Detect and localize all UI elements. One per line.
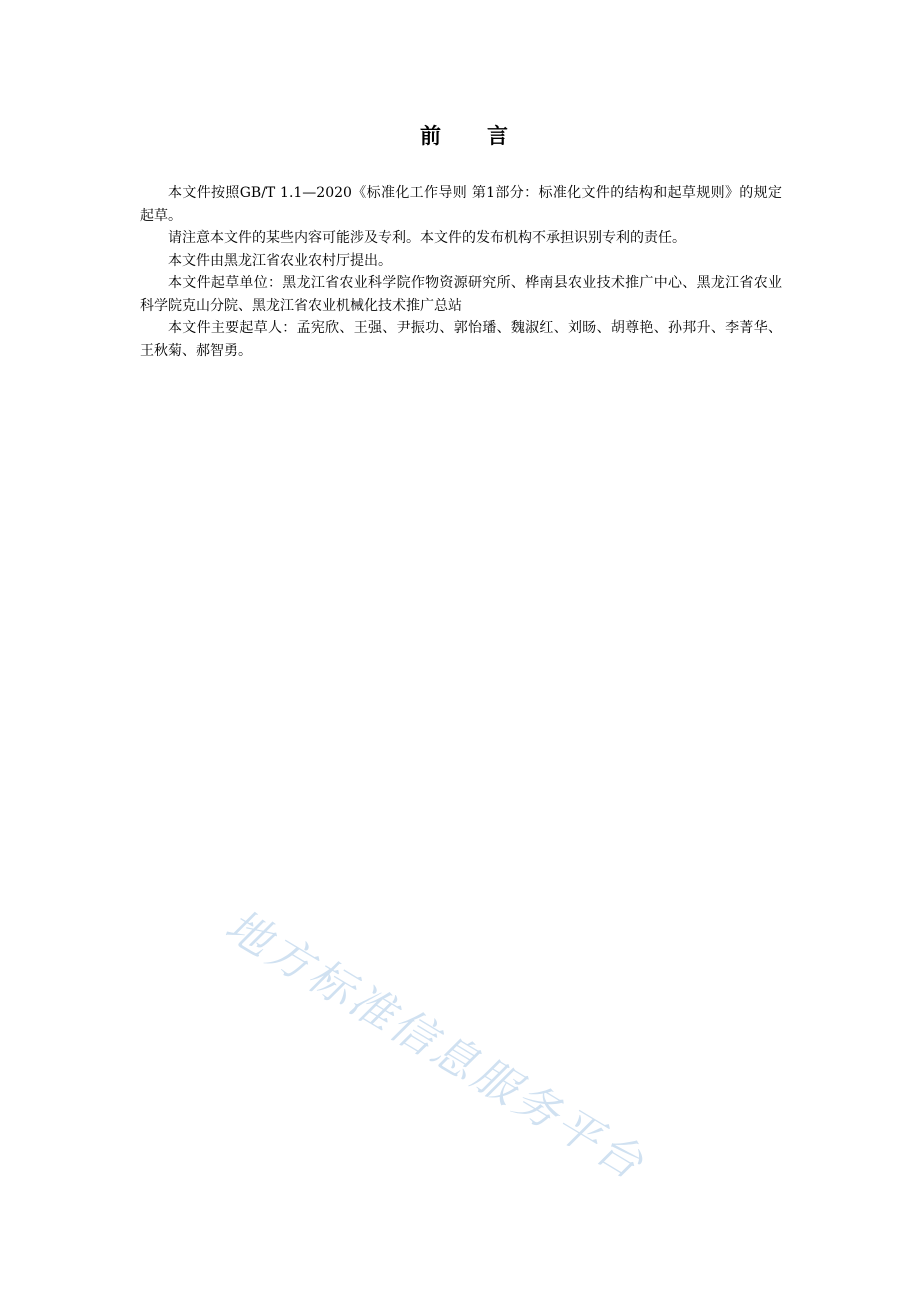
foreword-body — [140, 182, 782, 362]
page-title: 前言 — [420, 124, 554, 148]
paragraph-drafting-units: 本文件起草单位：黑龙江省农业科学院作物资源研究所、桦南县农业技术推广中心、黑龙江省农业科学院克山分院、黑龙江省农业机械化技术推广总站 — [140, 275, 782, 314]
watermark: 地方标准信息服务平台 — [216, 899, 655, 1191]
paragraph-drafting-rules: 本文件按照GB/T 1.1—2020《标准化工作导则 第1部分：标准化文件的结构和起草规则》的规定起草。 — [140, 185, 782, 224]
paragraph-proposer: 本文件由黑龙江省农业农村厅提出。 — [168, 252, 392, 269]
paragraph-drafters: 本文件主要起草人：孟宪欣、王强、尹振功、郭怡璠、魏淑红、刘旸、胡尊艳、孙邦升、李菁华、王秋菊、郝智勇。 — [140, 320, 782, 359]
paragraph-patent-notice: 请注意本文件的某些内容可能涉及专利。本文件的发布机构不承担识别专利的责任。 — [168, 230, 686, 246]
